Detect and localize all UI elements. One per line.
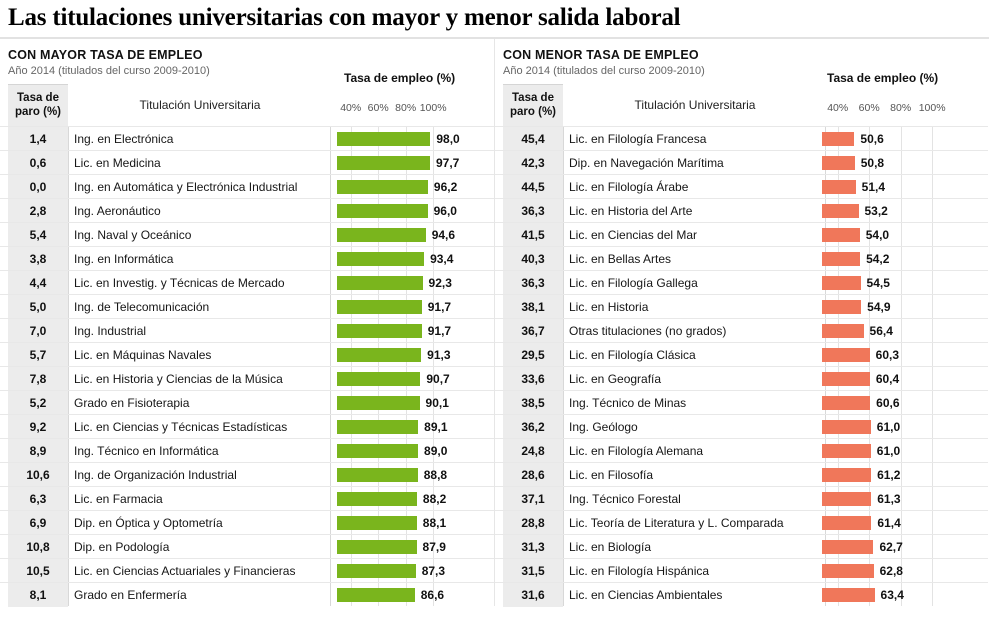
axis-title-left: Tasa de empleo (%): [344, 71, 456, 85]
table-row: [0, 150, 494, 174]
axis-title-right: Tasa de empleo (%): [827, 71, 939, 85]
unemployment-rate-cell: 7,0: [8, 319, 68, 343]
table-row: [495, 366, 988, 390]
axis-tick-label: 40%: [340, 102, 362, 114]
table-row: [0, 462, 494, 486]
degree-name-cell: Lic. en Historia y Ciencias de la Música: [74, 372, 283, 386]
table-row: [495, 582, 988, 606]
unemployment-rate-cell: 36,2: [503, 415, 563, 439]
axis-tick-label: 100%: [419, 102, 447, 114]
chart-panel-lowest-employment: [494, 39, 988, 606]
employment-rate-bar: [822, 588, 875, 602]
employment-rate-bar: [337, 588, 415, 602]
column-header-degree-right: Titulación Universitaria: [634, 98, 756, 112]
degree-name-cell: Ing. en Informática: [74, 252, 174, 266]
employment-rate-value: 54,5: [866, 276, 890, 290]
axis-tick-label: 100%: [918, 102, 946, 114]
table-header-left: [0, 84, 494, 126]
panel-title-right: CON MENOR TASA DE EMPLEO: [503, 48, 699, 62]
column-header-degree-left: Titulación Universitaria: [139, 98, 261, 112]
employment-rate-bar: [822, 372, 870, 386]
employment-rate-bar: [822, 468, 871, 482]
table-row: [495, 198, 988, 222]
table-row: [495, 246, 988, 270]
chart-rows-right: [495, 126, 988, 606]
table-row: [0, 414, 494, 438]
unemployment-rate-cell: 36,3: [503, 199, 563, 223]
degree-name-cell: Lic. en Ciencias Actuariales y Financieras: [74, 564, 296, 578]
column-header-unemployment-left: Tasa de paro (%): [8, 84, 68, 126]
unemployment-rate-cell: 10,8: [8, 535, 68, 559]
table-row: [0, 222, 494, 246]
employment-rate-value: 88,8: [423, 468, 448, 482]
unemployment-rate-cell: 40,3: [503, 247, 563, 271]
degree-name-cell: Lic. en Farmacia: [74, 492, 163, 506]
employment-rate-value: 50,6: [860, 132, 884, 146]
employment-rate-bar: [822, 396, 870, 410]
table-row: [495, 438, 988, 462]
employment-rate-value: 96,2: [433, 180, 458, 194]
employment-rate-bar: [822, 228, 860, 242]
employment-rate-bar: [822, 156, 855, 170]
degree-name-cell: Lic. en Ciencias y Técnicas Estadísticas: [74, 420, 288, 434]
degree-name-cell: Lic. en Ciencias del Mar: [569, 228, 698, 242]
employment-rate-bar: [822, 516, 871, 530]
table-row: [495, 174, 988, 198]
employment-rate-value: 93,4: [430, 252, 454, 266]
degree-name-cell: Lic. en Filología Gallega: [569, 276, 698, 290]
unemployment-rate-cell: 5,0: [8, 295, 68, 319]
employment-rate-bar: [337, 348, 421, 362]
unemployment-rate-cell: 7,8: [8, 367, 68, 391]
unemployment-rate-cell: 38,5: [503, 391, 563, 415]
unemployment-rate-cell: 3,8: [8, 247, 68, 271]
axis-ticks-left: [0, 102, 494, 126]
table-row: [0, 174, 494, 198]
axis-tick-label: 80%: [890, 102, 912, 114]
degree-name-cell: Otras titulaciones (no grados): [569, 324, 727, 338]
axis-ticks-right: [495, 102, 989, 126]
degree-name-cell: Lic. en Bellas Artes: [569, 252, 672, 266]
unemployment-rate-cell: 31,5: [503, 559, 563, 583]
degree-name-cell: Ing. en Electrónica: [74, 132, 174, 146]
employment-rate-bar: [337, 180, 428, 194]
employment-rate-bar: [337, 372, 420, 386]
employment-rate-bar: [822, 348, 870, 362]
degree-name-cell: Lic. en Historia del Arte: [569, 204, 693, 218]
employment-rate-value: 88,2: [422, 492, 447, 506]
employment-rate-bar: [337, 540, 417, 554]
degree-name-cell: Lic. Teoría de Literatura y L. Comparada: [569, 516, 784, 530]
employment-rate-value: 51,4: [861, 180, 886, 194]
employment-rate-value: 96,0: [433, 204, 457, 218]
table-row: [495, 126, 988, 150]
employment-rate-value: 54,0: [865, 228, 890, 242]
unemployment-rate-cell: 0,0: [8, 175, 68, 199]
employment-rate-bar: [337, 228, 426, 242]
degree-name-cell: Ing. Naval y Oceánico: [74, 228, 192, 242]
employment-rate-value: 91,7: [427, 324, 452, 338]
degree-name-cell: Lic. en Medicina: [74, 156, 161, 170]
employment-rate-value: 97,7: [435, 156, 460, 170]
unemployment-rate-cell: 10,5: [8, 559, 68, 583]
unemployment-rate-cell: 24,8: [503, 439, 563, 463]
degree-name-cell: Lic. en Filología Hispánica: [569, 564, 710, 578]
table-row: [0, 558, 494, 582]
table-row: [0, 366, 494, 390]
employment-rate-bar: [337, 492, 417, 506]
employment-rate-value: 60,6: [876, 396, 900, 410]
employment-rate-value: 92,3: [428, 276, 452, 290]
table-row: [0, 582, 494, 606]
unemployment-rate-cell: 29,5: [503, 343, 563, 367]
employment-rate-bar: [337, 564, 416, 578]
unemployment-rate-cell: 4,4: [8, 271, 68, 295]
employment-rate-value: 53,2: [864, 204, 888, 218]
employment-rate-bar: [822, 252, 860, 266]
table-row: [495, 222, 988, 246]
employment-rate-value: 61,4: [877, 516, 901, 530]
unemployment-rate-cell: 28,8: [503, 511, 563, 535]
employment-rate-bar: [337, 516, 417, 530]
unemployment-rate-cell: 8,1: [8, 583, 68, 607]
degree-name-cell: Lic. en Filosofía: [569, 468, 654, 482]
unemployment-rate-cell: 0,6: [8, 151, 68, 175]
employment-rate-value: 89,0: [424, 444, 448, 458]
employment-rate-value: 89,1: [424, 420, 448, 434]
degree-name-cell: Ing. Geólogo: [569, 420, 638, 434]
table-header-right: [495, 84, 988, 126]
table-row: [0, 438, 494, 462]
table-row: [0, 390, 494, 414]
axis-tick-label: 40%: [827, 102, 849, 114]
employment-rate-bar: [822, 444, 871, 458]
degree-name-cell: Ing. de Organización Industrial: [74, 468, 237, 482]
unemployment-rate-cell: 31,6: [503, 583, 563, 607]
axis-tick-label: 60%: [367, 102, 389, 114]
degree-name-cell: Grado en Fisioterapia: [74, 396, 190, 410]
charts-container: [0, 39, 989, 606]
employment-rate-value: 61,2: [877, 468, 901, 482]
employment-rate-bar: [822, 324, 864, 338]
degree-name-cell: Lic. en Filología Clásica: [569, 348, 696, 362]
unemployment-rate-cell: 41,5: [503, 223, 563, 247]
unemployment-rate-cell: 44,5: [503, 175, 563, 199]
degree-name-cell: Ing. Industrial: [74, 324, 147, 338]
employment-rate-bar: [822, 132, 854, 146]
table-row: [0, 318, 494, 342]
unemployment-rate-cell: 6,9: [8, 511, 68, 535]
unemployment-rate-cell: 36,3: [503, 271, 563, 295]
employment-rate-value: 60,3: [875, 348, 900, 362]
employment-rate-value: 62,8: [879, 564, 903, 578]
table-row: [495, 342, 988, 366]
employment-rate-bar: [822, 276, 861, 290]
employment-rate-value: 87,9: [422, 540, 446, 554]
table-row: [495, 534, 988, 558]
employment-rate-value: 61,0: [876, 444, 901, 458]
degree-name-cell: Lic. en Filología Alemana: [569, 444, 704, 458]
degree-name-cell: Ing. Técnico de Minas: [569, 396, 687, 410]
table-row: [495, 462, 988, 486]
panel-title-left: CON MAYOR TASA DE EMPLEO: [8, 48, 203, 62]
unemployment-rate-cell: 31,3: [503, 535, 563, 559]
unemployment-rate-cell: 8,9: [8, 439, 68, 463]
unemployment-rate-cell: 33,6: [503, 367, 563, 391]
employment-rate-bar: [337, 324, 422, 338]
degree-name-cell: Lic. en Geografía: [569, 372, 662, 386]
unemployment-rate-cell: 5,2: [8, 391, 68, 415]
employment-rate-value: 50,8: [860, 156, 885, 170]
unemployment-rate-cell: 38,1: [503, 295, 563, 319]
chart-rows-left: [0, 126, 494, 606]
employment-rate-bar: [337, 396, 420, 410]
unemployment-rate-cell: 9,2: [8, 415, 68, 439]
table-row: [0, 342, 494, 366]
axis-tick-label: 60%: [858, 102, 880, 114]
employment-rate-value: 62,7: [879, 540, 903, 554]
employment-rate-value: 88,1: [422, 516, 447, 530]
table-row: [0, 534, 494, 558]
table-row: [495, 390, 988, 414]
panel-subtitle-left: Año 2014 (titulados del curso 2009-2010): [8, 65, 210, 77]
employment-rate-value: 94,6: [431, 228, 456, 242]
degree-name-cell: Ing. en Automática y Electrónica Industrial: [74, 180, 298, 194]
unemployment-rate-cell: 1,4: [8, 127, 68, 151]
employment-rate-bar: [337, 132, 430, 146]
employment-rate-value: 87,3: [421, 564, 446, 578]
table-row: [0, 126, 494, 150]
degree-name-cell: Ing. Técnico en Informática: [74, 444, 219, 458]
table-row: [495, 294, 988, 318]
employment-rate-value: 90,7: [426, 372, 450, 386]
degree-name-cell: Dip. en Podología: [74, 540, 170, 554]
employment-rate-bar: [337, 252, 424, 266]
employment-rate-bar: [822, 180, 856, 194]
employment-rate-bar: [337, 276, 423, 290]
employment-rate-value: 60,4: [875, 372, 900, 386]
degree-name-cell: Lic. en Ciencias Ambientales: [569, 588, 723, 602]
employment-rate-bar: [337, 156, 430, 170]
unemployment-rate-cell: 42,3: [503, 151, 563, 175]
table-row: [0, 294, 494, 318]
unemployment-rate-cell: 36,7: [503, 319, 563, 343]
page-title: Las titulaciones universitarias con mayor y menor salida laboral: [8, 4, 681, 31]
employment-rate-value: 61,0: [876, 420, 901, 434]
employment-rate-bar: [337, 468, 418, 482]
degree-name-cell: Lic. en Filología Árabe: [569, 180, 689, 194]
degree-name-cell: Dip. en Óptica y Optometría: [74, 516, 223, 530]
degree-name-cell: Dip. en Navegación Marítima: [569, 156, 724, 170]
degree-name-cell: Grado en Enfermería: [74, 588, 187, 602]
employment-rate-bar: [822, 300, 861, 314]
column-header-unemployment-right: Tasa de paro (%): [503, 84, 563, 126]
table-row: [0, 246, 494, 270]
employment-rate-bar: [337, 420, 418, 434]
employment-rate-bar: [822, 492, 871, 506]
table-row: [495, 318, 988, 342]
employment-rate-value: 91,3: [427, 348, 451, 362]
unemployment-rate-cell: 45,4: [503, 127, 563, 151]
employment-rate-value: 90,1: [425, 396, 449, 410]
table-row: [495, 150, 988, 174]
employment-rate-bar: [822, 204, 859, 218]
degree-name-cell: Lic. en Biología: [569, 540, 652, 554]
degree-name-cell: Ing. de Telecomunicación: [74, 300, 210, 314]
table-row: [495, 558, 988, 582]
degree-name-cell: Lic. en Historia: [569, 300, 649, 314]
employment-rate-bar: [822, 420, 871, 434]
employment-rate-value: 56,4: [869, 324, 893, 338]
table-row: [495, 510, 988, 534]
employment-rate-value: 54,2: [866, 252, 890, 266]
degree-name-cell: Ing. Técnico Forestal: [569, 492, 681, 506]
degree-name-cell: Lic. en Máquinas Navales: [74, 348, 212, 362]
table-row: [0, 486, 494, 510]
table-row: [495, 270, 988, 294]
employment-rate-value: 91,7: [427, 300, 452, 314]
unemployment-rate-cell: 2,8: [8, 199, 68, 223]
table-row: [495, 486, 988, 510]
unemployment-rate-cell: 6,3: [8, 487, 68, 511]
unemployment-rate-cell: 5,4: [8, 223, 68, 247]
degree-name-cell: Ing. Aeronáutico: [74, 204, 161, 218]
employment-rate-value: 86,6: [420, 588, 445, 602]
employment-rate-value: 63,4: [880, 588, 904, 602]
table-row: [0, 270, 494, 294]
table-row: [0, 510, 494, 534]
unemployment-rate-cell: 28,6: [503, 463, 563, 487]
degree-name-cell: Lic. en Filología Francesa: [569, 132, 707, 146]
employment-rate-bar: [337, 204, 428, 218]
employment-rate-value: 98,0: [436, 132, 460, 146]
employment-rate-bar: [337, 444, 418, 458]
panel-subtitle-right: Año 2014 (titulados del curso 2009-2010): [503, 65, 705, 77]
unemployment-rate-cell: 5,7: [8, 343, 68, 367]
employment-rate-value: 61,3: [877, 492, 901, 506]
employment-rate-value: 54,9: [867, 300, 891, 314]
employment-rate-bar: [337, 300, 422, 314]
unemployment-rate-cell: 37,1: [503, 487, 563, 511]
axis-tick-label: 80%: [395, 102, 417, 114]
table-row: [0, 198, 494, 222]
chart-panel-highest-employment: [0, 39, 494, 606]
employment-rate-bar: [822, 564, 874, 578]
table-row: [495, 414, 988, 438]
degree-name-cell: Lic. en Investig. y Técnicas de Mercado: [74, 276, 285, 290]
employment-rate-bar: [822, 540, 873, 554]
unemployment-rate-cell: 10,6: [8, 463, 68, 487]
